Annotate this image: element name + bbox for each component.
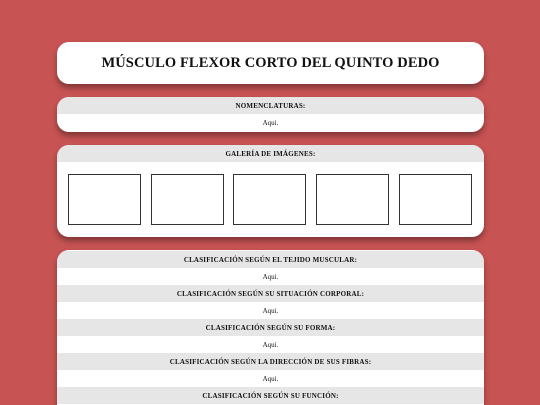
galeria-card [57,145,484,237]
nomenclaturas-value: Aqui. [262,119,279,127]
clasificacion-forma-value: Aqui. [262,340,279,349]
clasificacion-direccion-header: CLASIFICACIÓN SEGÚN LA DIRECCIÓN DE SUS FIBRAS: [57,353,484,370]
clasificacion-tejido-header: CLASIFICACIÓN SEGÚN EL TEJIDO MUSCULAR: [57,251,484,268]
clasificacion-tejido-value: Aqui. [262,272,279,281]
image-frame-3[interactable] [233,174,306,225]
clasificacion-direccion-value: Aqui. [262,374,279,383]
image-frame-1[interactable] [68,174,141,225]
page-title: MÚSCULO FLEXOR CORTO DEL QUINTO DEDO [101,54,440,71]
nomenclaturas-header: NOMENCLATURAS: [57,97,484,114]
image-frame-2[interactable] [151,174,224,225]
clasificacion-funcion-header: CLASIFICACIÓN SEGÚN SU FUNCIÓN: [57,387,484,404]
clasificaciones-card [57,250,484,405]
image-frame-5[interactable] [399,174,472,225]
image-frame-4[interactable] [316,174,389,225]
clasificacion-situacion-header: CLASIFICACIÓN SEGÚN SU SITUACIÓN CORPORAL: [57,285,484,302]
clasificacion-forma-header: CLASIFICACIÓN SEGÚN SU FORMA: [57,319,484,336]
title-card [57,42,484,84]
clasificacion-situacion-value: Aqui. [262,306,279,315]
image-gallery [57,162,484,237]
nomenclaturas-card [57,97,484,132]
galeria-header: GALERÍA DE IMÁGENES: [57,145,484,162]
